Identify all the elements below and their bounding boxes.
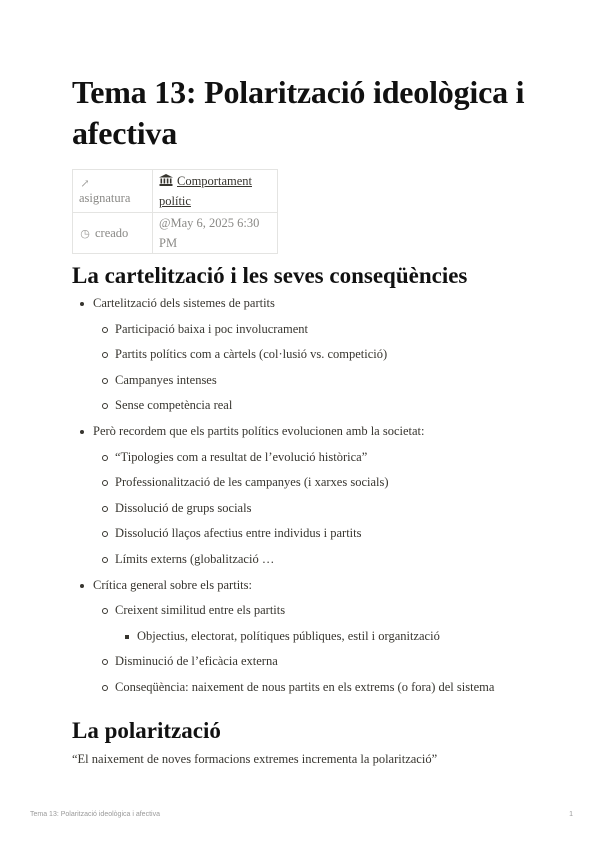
- property-key-cell: [73, 213, 153, 254]
- arrow-up-right-icon: ↗: [80, 178, 90, 190]
- bullet-circle: [102, 531, 108, 537]
- property-value-cell: [153, 213, 278, 254]
- list-item-text: Conseqüència: naixement de nous partits en els extrems (o fora) del sistema: [115, 679, 495, 694]
- bullet-circle: [102, 352, 108, 358]
- property-row-asignatura: [73, 170, 278, 213]
- list-item: [72, 342, 542, 368]
- list-item: [72, 445, 542, 471]
- bullet-circle: [102, 685, 108, 691]
- bullet-circle: [102, 378, 108, 384]
- list-item: [72, 419, 542, 445]
- list-item: [72, 598, 542, 624]
- footer-page-number: 1: [569, 811, 573, 818]
- created-date-value: @May 6, 2025 6:30 PM: [159, 216, 260, 250]
- list-item: [72, 573, 542, 599]
- bullet-circle: [102, 557, 108, 563]
- list-item: [72, 368, 542, 394]
- list-item-text: Però recordem que els partits polítics evolucionen amb la societat:: [93, 423, 425, 438]
- bullet-list: [72, 291, 542, 701]
- list-item: [72, 521, 542, 547]
- clock-icon: ◷: [80, 227, 90, 240]
- property-row-creado: [73, 213, 278, 254]
- bullet-square: [125, 635, 129, 639]
- list-item-text: Crítica general sobre els partits:: [93, 577, 252, 592]
- list-item-text: Creixent similitud entre els partits: [115, 603, 286, 618]
- list-item-text: Participació baixa i poc involucrament: [115, 321, 308, 336]
- bullet-circle: [102, 455, 108, 461]
- property-key-cell: [73, 170, 153, 213]
- list-item-text: Dissolució llaços afectius entre individus i partits: [115, 526, 362, 541]
- list-item: [72, 393, 542, 419]
- list-item: [72, 624, 542, 650]
- list-item-text: Dissolució de grups socials: [115, 500, 252, 515]
- list-item-text: Objectius, electorat, polítiques públiques, estil i organització: [137, 628, 440, 643]
- list-item: [72, 291, 542, 317]
- section-heading-cartelitzacio: La cartelització i les seves conseqüències: [72, 263, 468, 288]
- list-item-text: Disminució de l’eficàcia externa: [115, 654, 278, 669]
- page-title: Tema 13: Polarització ideològica i afectiva: [72, 74, 525, 151]
- property-key-label: creado: [95, 225, 129, 240]
- bank-icon: [159, 174, 173, 186]
- list-item-text: Sense competència real: [115, 398, 233, 413]
- footer-document-title: Tema 13: Polarització ideològica i afectiva: [30, 811, 160, 818]
- bullet-circle: [102, 403, 108, 409]
- list-item-text: Professionalització de les campanyes (i xarxes socials): [115, 475, 389, 490]
- properties-table: [72, 169, 278, 254]
- bullet-disc: [80, 584, 84, 588]
- quote-paragraph: “El naixement de noves formacions extremes incrementa la polarització”: [72, 752, 438, 766]
- property-value-cell[interactable]: [153, 170, 278, 213]
- list-item-text: Cartelització dels sistemes de partits: [93, 296, 275, 310]
- list-item-text: “Tipologies com a resultat de l’evolució històrica”: [115, 449, 368, 464]
- list-item: [72, 317, 542, 343]
- list-item-text: Partits polítics com a càrtels (col·lusió vs. competició): [115, 347, 388, 362]
- bullet-circle: [102, 480, 108, 486]
- list-item-text: Límits externs (globalització …: [115, 551, 275, 566]
- asignatura-page-link[interactable]: Comportament polític: [159, 174, 252, 208]
- list-item-text: Campanyes intenses: [115, 372, 217, 387]
- bullet-disc: [80, 430, 84, 434]
- list-item: [72, 649, 542, 675]
- property-key-label: asignatura: [79, 191, 131, 205]
- list-item: [72, 675, 542, 701]
- bullet-circle: [102, 327, 108, 333]
- list-item: [72, 496, 542, 522]
- section-heading-polaritzacio: La polarització: [72, 718, 221, 743]
- list-item: [72, 547, 542, 573]
- bullet-disc: [80, 302, 84, 306]
- bullet-circle: [102, 608, 108, 614]
- list-item: [72, 470, 542, 496]
- bullet-circle: [102, 506, 108, 512]
- bullet-circle: [102, 659, 108, 665]
